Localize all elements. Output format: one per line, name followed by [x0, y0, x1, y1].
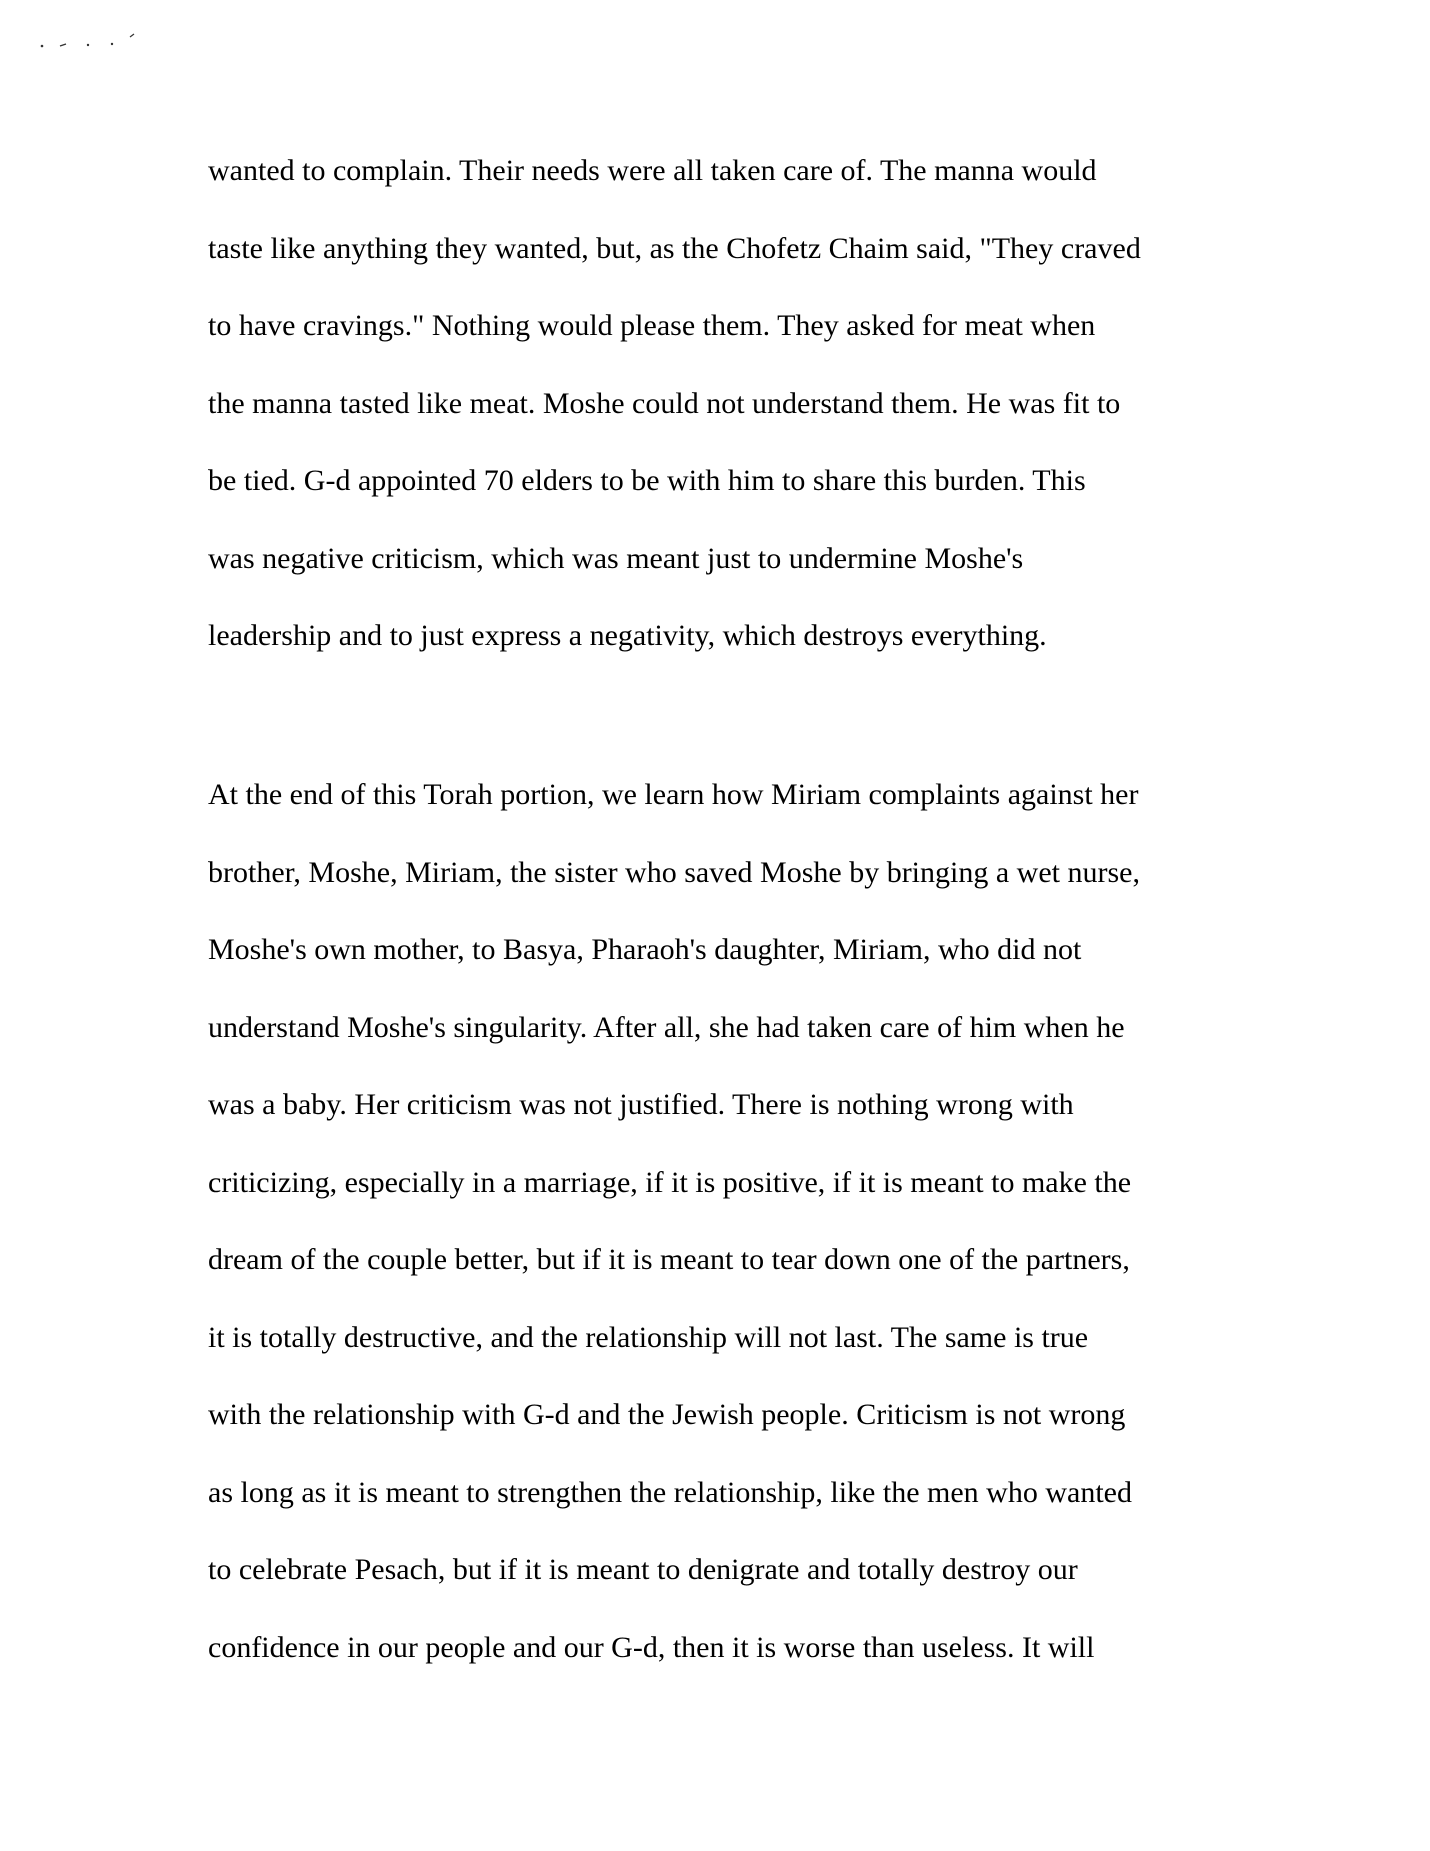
paragraph-line: wanted to complain. Their needs were all taken care of. The manna would	[208, 154, 1097, 187]
paragraph-line: brother, Moshe, Miriam, the sister who saved Moshe by bringing a wet nurse,	[208, 855, 1140, 889]
paragraph-line: dream of the couple better, but if it is meant to tear down one of the partners,	[208, 1243, 1130, 1276]
paragraph-line: as long as it is meant to strengthen the relationship, like the men who wanted	[208, 1475, 1132, 1509]
paragraph-line: with the relationship with G-d and the Jewish people. Criticism is not wrong	[208, 1398, 1126, 1431]
paragraph-line: understand Moshe's singularity. After all, she had taken care of him when he	[208, 1010, 1125, 1044]
paragraph-line: to celebrate Pesach, but if it is meant to denigrate and totally destroy our	[208, 1553, 1078, 1586]
scan-artifact-marks	[34, 24, 164, 54]
paragraph-line: it is totally destructive, and the relationship will not last. The same is true	[208, 1320, 1089, 1354]
paragraph-line: be tied. G-d appointed 70 elders to be with him to share this burden. This	[208, 464, 1086, 497]
paragraph-line: leadership and to just express a negativity, which destroys everything.	[208, 619, 1047, 652]
paragraph-2	[208, 756, 1248, 1686]
paragraph-line: confidence in our people and our G-d, then it is worse than useless. It will	[208, 1630, 1095, 1664]
paragraph-line: the manna tasted like meat. Moshe could not understand them. He was fit to	[208, 386, 1121, 420]
paragraph-line: Moshe's own mother, to Basya, Pharaoh's daughter, Miriam, who did not	[208, 933, 1082, 966]
paragraph-line: criticizing, especially in a marriage, if it is positive, if it is meant to make the	[208, 1165, 1132, 1199]
paragraph-line: was a baby. Her criticism was not justified. There is nothing wrong with	[208, 1088, 1074, 1121]
paragraph-line: At the end of this Torah portion, we learn how Miriam complaints against her	[208, 778, 1139, 811]
paragraph-line: was negative criticism, which was meant just to undermine Moshe's	[208, 541, 1024, 575]
paragraph-line: taste like anything they wanted, but, as the Chofetz Chaim said, "They craved	[208, 231, 1141, 265]
paragraph-line: to have cravings." Nothing would please them. They asked for meat when	[208, 309, 1096, 342]
paragraph-1	[208, 132, 1248, 675]
